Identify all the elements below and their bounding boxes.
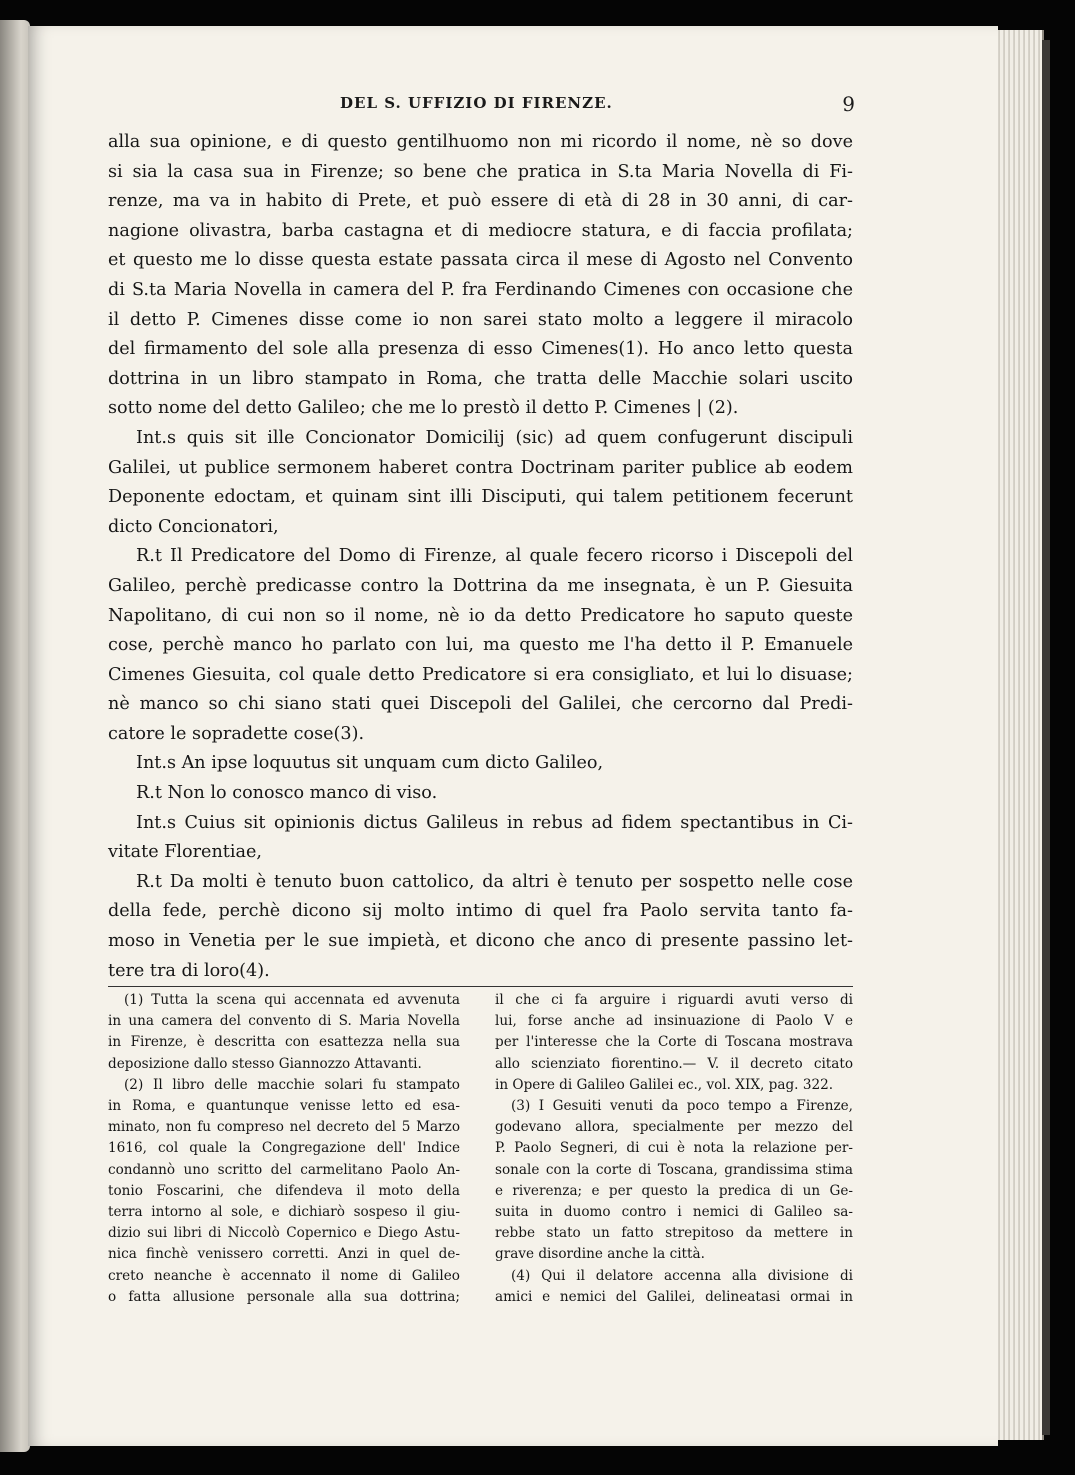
text-line: Napolitano, di cui non so il nome, nè io da detto Predicatore ho saputo queste [108, 605, 853, 626]
footnote-line: (1) Tutta la scena qui accennata ed avvenuta [124, 992, 460, 1008]
footnote-line: (2) Il libro delle macchie solari fu stampato [124, 1076, 460, 1093]
text-line: catore le sopradette cose(3). [108, 723, 365, 744]
text-line: del firmamento del sole alla presenza di esso Cimenes(1). Ho anco letto questa [108, 339, 853, 360]
page-number: 9 [842, 92, 855, 116]
text-line: della fede, perchè dicono sij molto intimo di quel fra Paolo servita tanto fa- [108, 901, 853, 922]
footnote-line: deposizione dallo stesso Giannozzo Attavanti. [108, 1055, 422, 1072]
footnote-line: sonale con la corte di Toscana, grandissima stima [495, 1161, 853, 1178]
footnote-line: in Firenze, è descritta con esattezza nella sua [108, 1034, 460, 1051]
text-line: tere tra di loro(4). [108, 960, 270, 981]
footnotes-left-column [108, 990, 460, 1308]
text-line: R.t Non lo conosco manco di viso. [136, 783, 438, 804]
text-line: Cimenes Giesuita, col quale detto Predicatore si era consigliato, et lui lo disuase; [108, 664, 853, 685]
footnote-line: in Opere di Galileo Galilei ec., vol. XIX, pag. 322. [495, 1076, 834, 1093]
footnote-line: dizio sui libri di Niccolò Copernico e Diego Astu- [108, 1225, 460, 1242]
text-line: dicto Concionatori, [108, 516, 279, 537]
text-line: Int.s quis sit ille Concionator Domicilij (sic) ad quem confugerunt discipuli [136, 427, 853, 448]
text-line: di S.ta Maria Novella in camera del P. fra Ferdinando Cimenes con occasione che [108, 279, 853, 300]
footnotes-right-column [495, 990, 853, 1308]
footnote-line: e riverenza; e per questo la predica di un Ge- [495, 1182, 853, 1199]
footnote-line: grave disordine anche la città. [495, 1246, 705, 1263]
text-line: Galilei, ut publice sermonem haberet contra Doctrinam pariter publice ab eodem [108, 457, 853, 478]
main-text [108, 128, 853, 986]
footnote-line: suita in duomo contro i nemici di Galileo sa- [495, 1204, 853, 1221]
footnote-line: creto neanche è accennato il nome di Galileo [108, 1267, 460, 1284]
footnote-line: lui, forse anche ad insinuazione di Paolo V e [495, 1013, 853, 1030]
text-line: vitate Florentiae, [108, 842, 262, 863]
footnote-line: o fatta allusione personale alla sua dottrina; [108, 1288, 460, 1305]
text-line: il detto P. Cimenes disse come io non sarei stato molto a leggere il miracolo [108, 309, 853, 330]
footnote-line: godevano allora, specialmente per mezzo del [495, 1119, 853, 1136]
text-line: R.t Il Predicatore del Domo di Firenze, al quale fecero ricorso i Discepoli del [136, 546, 853, 567]
text-line: R.t Da molti è tenuto buon cattolico, da altri è tenuto per sospetto nelle cose [136, 871, 853, 892]
footnote-line: P. Paolo Segneri, di cui è nota la relazione per- [495, 1140, 853, 1157]
text-line: sotto nome del detto Galileo; che me lo prestò il detto P. Cimenes | (2). [108, 398, 739, 419]
page-stack-shadow [1042, 40, 1050, 1435]
footnote-line: allo scienziato fiorentino.— V. il decreto citato [495, 1055, 853, 1072]
footnote-line: minato, non fu compreso nel decreto del 5 Marzo [108, 1119, 460, 1136]
footnote-line: il che ci fa arguire i riguardi avuti verso di [495, 992, 853, 1008]
text-line: dottrina in un libro stampato in Roma, che tratta delle Macchie solari uscito [108, 368, 853, 389]
page-stack-edge [990, 30, 1044, 1440]
text-line: moso in Venetia per le sue impietà, et dicono che anco di presente passino let- [108, 931, 853, 952]
footnote-line: amici e nemici del Galilei, delineatasi ormai in [495, 1288, 853, 1305]
text-line: Deponente edoctam, et quinam sint illi Disciputi, qui talem petitionem fecerunt [108, 487, 853, 508]
footnote-line: in Roma, e quantunque venisse letto ed esa- [108, 1098, 460, 1115]
footnote-line: rebbe stato un fatto strepitoso da mettere in [495, 1225, 853, 1242]
text-line: Int.s An ipse loquutus sit unquam cum dicto Galileo, [136, 753, 604, 774]
text-line: si sia la casa sua in Firenze; so bene che pratica in S.ta Maria Novella di Fi- [108, 161, 853, 182]
left-page-edge [0, 20, 30, 1452]
footnote-line: (3) I Gesuiti venuti da poco tempo a Firenze, [511, 1098, 853, 1115]
text-line: Galileo, perchè predicasse contro la Dottrina da me insegnata, è un P. Giesuita [108, 575, 853, 596]
footnote-line: tonio Foscarini, che difendeva il moto della [108, 1182, 460, 1199]
running-title: DEL S. UFFIZIO DI FIRENZE. [340, 94, 613, 112]
text-line: et questo me lo disse questa estate passata circa il mese di Agosto nel Convento [108, 250, 853, 271]
footnote-line: (4) Qui il delatore accenna alla divisione di [511, 1267, 853, 1284]
text-line: Int.s Cuius sit opinionis dictus Galileus in rebus ad fidem spectantibus in Ci- [136, 812, 853, 833]
running-header [340, 92, 855, 120]
footnote-line: per l'interesse che la Corte di Toscana mostrava [495, 1034, 853, 1051]
footnote-line: nica finchè venissero corretti. Anzi in quel de- [108, 1246, 460, 1263]
text-line: alla sua opinione, e di questo gentilhuomo non mi ricordo il nome, nè so dove [108, 132, 853, 152]
text-line: nè manco so chi siano stati quei Discepoli del Galilei, che cercorno dal Predi- [108, 694, 853, 715]
footnote-line: terra intorno al sole, e dichiarò sospeso il giu- [108, 1204, 460, 1221]
text-line: renze, ma va in habito di Prete, et può essere di età di 28 in 30 anni, di car- [108, 191, 853, 212]
text-line: cose, perchè manco ho parlato con lui, ma questo me l'ha detto il P. Emanuele [108, 635, 853, 656]
footnote-rule [108, 986, 853, 987]
text-line: nagione olivastra, barba castagna et di mediocre statura, e di faccia profilata; [108, 220, 853, 241]
footnote-line: in una camera del convento di S. Maria Novella [108, 1013, 460, 1030]
footnote-line: condannò uno scritto del carmelitano Paolo An- [108, 1161, 460, 1178]
footnote-line: 1616, col quale la Congregazione dell' Indice [108, 1140, 460, 1157]
